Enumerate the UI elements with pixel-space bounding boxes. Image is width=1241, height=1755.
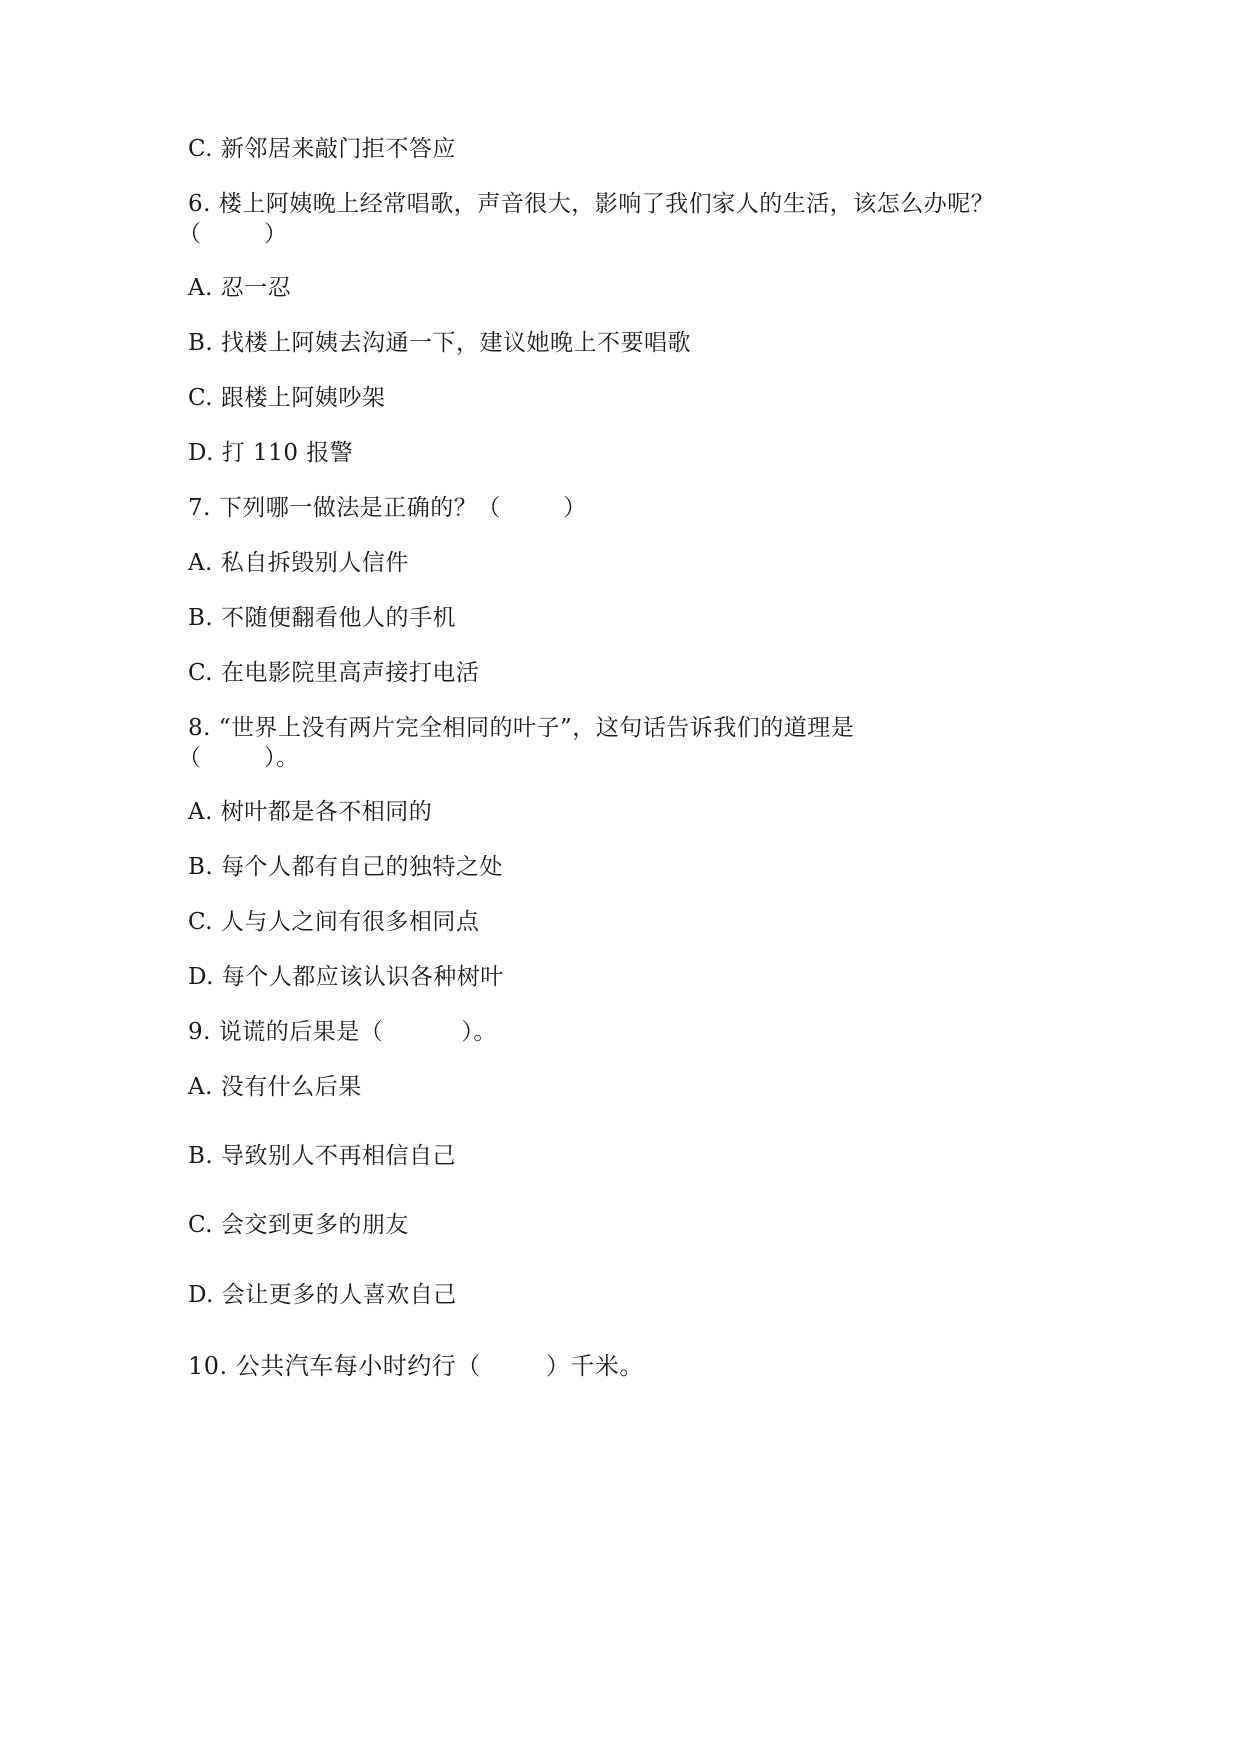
q7-option-a: A. 私自拆毁别人信件 bbox=[188, 550, 409, 576]
q5-option-c: C. 新邻居来敲门拒不答应 bbox=[188, 136, 456, 162]
q7-stem: 7. 下列哪一做法是正确的？（ ） bbox=[188, 495, 587, 521]
q6-answer-blank: （ ） bbox=[178, 221, 288, 247]
q8-option-b: B. 每个人都有自己的独特之处 bbox=[188, 854, 504, 880]
q9-option-a: A. 没有什么后果 bbox=[188, 1074, 362, 1100]
q10-stem: 10. 公共汽车每小时约行（ ）千米。 bbox=[188, 1352, 644, 1380]
q9-option-b: B. 导致别人不再相信自己 bbox=[188, 1143, 457, 1169]
q9-option-c: C. 会交到更多的朋友 bbox=[188, 1212, 409, 1238]
q9-option-d: D. 会让更多的人喜欢自己 bbox=[188, 1282, 457, 1308]
q6-option-a: A. 忍一忍 bbox=[188, 275, 292, 301]
q8-option-d: D. 每个人都应该认识各种树叶 bbox=[188, 964, 504, 990]
q6-option-b: B. 找楼上阿姨去沟通一下，建议她晚上不要唱歌 bbox=[188, 330, 692, 356]
q8-option-a: A. 树叶都是各不相同的 bbox=[188, 799, 433, 825]
q7-option-b: B. 不随便翻看他人的手机 bbox=[188, 605, 457, 631]
q7-option-c: C. 在电影院里高声接打电活 bbox=[188, 660, 480, 686]
q8-stem: 8. “世界上没有两片完全相同的叶子”，这句话告诉我们的道理是 bbox=[188, 715, 855, 741]
q9-stem: 9. 说谎的后果是（ ）。 bbox=[188, 1019, 497, 1045]
q8-option-c: C. 人与人之间有很多相同点 bbox=[188, 909, 480, 935]
q6-option-d: D. 打 110 报警 bbox=[188, 440, 354, 466]
q6-option-c: C. 跟楼上阿姨吵架 bbox=[188, 385, 386, 411]
q6-stem: 6. 楼上阿姨晚上经常唱歌，声音很大，影响了我们家人的生活，该怎么办呢？ bbox=[188, 191, 995, 217]
q8-answer-blank: （ ）。 bbox=[178, 745, 300, 771]
